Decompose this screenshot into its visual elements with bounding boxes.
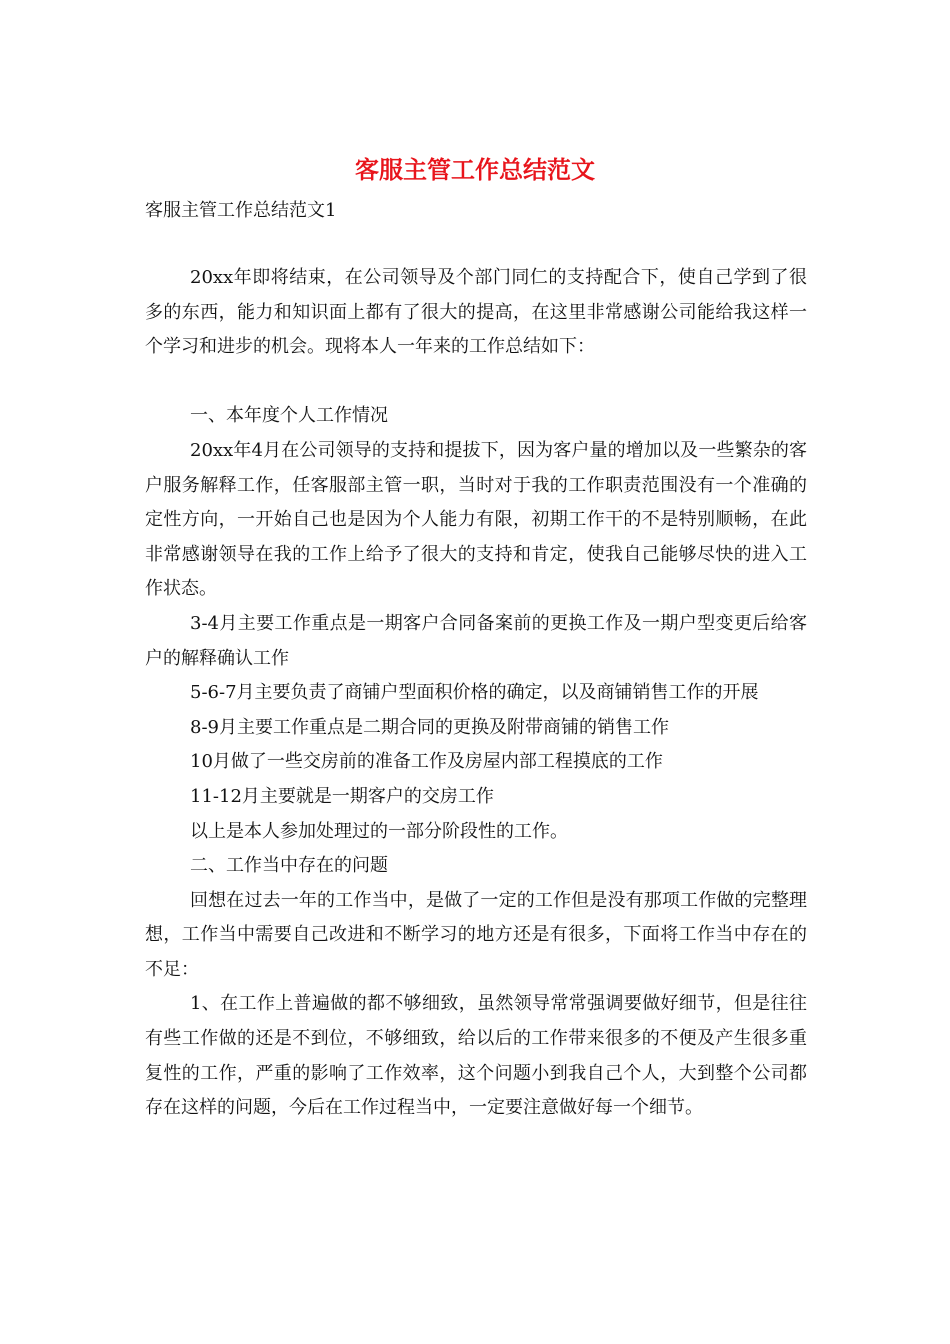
document-body <box>145 261 807 1126</box>
paragraph-may-july: 5-6-7月主要负责了商铺户型面积价格的确定，以及商铺销售工作的开展 <box>190 682 759 704</box>
paragraph-spacer <box>145 365 807 400</box>
paragraph-aug-sep: 8-9月主要工作重点是二期合同的更换及附带商铺的销售工作 <box>190 716 669 738</box>
paragraph-october: 10月做了一些交房前的准备工作及房屋内部工程摸底的工作 <box>190 751 663 773</box>
paragraph-march-april: 3-4月主要工作重点是一期客户合同备案前的更换工作及一期户型变更后给客户的解释确认工作 <box>145 612 807 669</box>
document-title: 客服主管工作总结范文 <box>355 155 595 184</box>
paragraph-nov-dec: 11-12月主要就是一期客户的交房工作 <box>190 785 494 807</box>
section-heading-1: 一、本年度个人工作情况 <box>190 405 388 427</box>
section-heading-2: 二、工作当中存在的问题 <box>190 855 388 877</box>
paragraph-intro: 20xx年即将结束，在公司领导及个部门同仁的支持配合下，使自己学到了很多的东西，能力和知识面上都有了很大的提高，在这里非常感谢公司能给我这样一个学习和进步的机会。现将本人一年来的工作总结如下： <box>145 267 807 358</box>
paragraph-problems-intro: 回想在过去一年的工作当中，是做了一定的工作但是没有那项工作做的完整理想，工作当中需要自己改进和不断学习的地方还是有很多，下面将工作当中存在的不足： <box>145 889 807 980</box>
document-subtitle: 客服主管工作总结范文1 <box>145 200 337 221</box>
paragraph-problem-1: 1、在工作上普遍做的都不够细致，虽然领导常常强调要做好细节，但是往往有些工作做的还是不到位，不够细致，给以后的工作带来很多的不便及产生很多重复性的工作，严重的影响了工作效率，这个问题小到我自己个人，大到整个公司都存在这样的问题，今后在工作过程当中，一定要注意做好每一个细节。 <box>145 993 807 1119</box>
paragraph-summary-stage: 以上是本人参加处理过的一部分阶段性的工作。 <box>190 820 568 842</box>
paragraph-work-situation: 20xx年4月在公司领导的支持和提拔下，因为客户量的增加以及一些繁杂的客户服务解释工作，任客服部主管一职，当时对于我的工作职责范围没有一个准确的定性方向，一开始自己也是因为个人能力有限，初期工作干的不是特别顺畅，在此非常感谢领导在我的工作上给予了很大的支持和肯定，使我自己能够尽快的进入工作状态。 <box>145 439 807 600</box>
